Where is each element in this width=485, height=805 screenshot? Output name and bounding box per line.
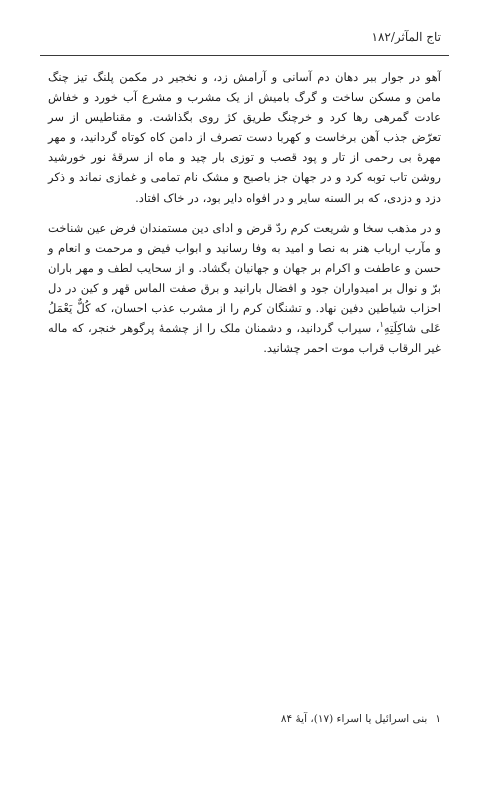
footnote-number: ۱ [435, 713, 441, 725]
main-text [48, 67, 441, 358]
paragraph-2-end: ، سیراب گردانید، و دشمنان ملک را از چشمهٔ پرگوهر خنجر، که ماله غیر الرقاب قراب موت احمر چشانید. [48, 321, 441, 356]
paragraph-2-text: و در مذهب سخا و شریعت کرم ردّ قرض و ادای دین مستمندان فرض عین شناخت و مآرب ارباب هنر به نصا و امید به وفا رسانید و ابواب فیض و مرحمت و انعام و حسن و عاطفت و اکرام بر جهان و جهانیان بگشاد. و از سحایب لطف و مهر باران برّ و نوال بر امیدواران جود و افضال بارانید و برق صفت الماس قهر و کین در دل احزاب شیاطین دفین نهاد. و تشنگان کرم را از مشرب عذب احسان، که کُلٌّ یَعْمَلُ عَلی شاکِلَتِهِ [48, 220, 441, 336]
footnote [200, 713, 441, 725]
footnote-marker: ۱ [379, 320, 384, 330]
running-header: تاج المآثر/۱۸۲ [371, 30, 441, 44]
paragraph-1: آهو در جوار ببر دهان دم آسانی و آرامش زد، و نخجیر در مکمن پلنگ تیز چنگ مامن و مسکن ساخت و گرگ بامیش از یک مشرب و مشرع آب خورد و خفاش عادت گمرهی رها کرد و خرچنگ طریق کژ روی بگذاشت. و مقناطیس از سر تعرّض جذب آهن برخاست و کهربا دست تصرف از دامن کاه کوتاه گردانید، و مهر مهرهٔ بی رحمی از تار و پود قصب و توزی بار چید و ماه از سرقهٔ نور خورشید روشن تاب توبه کرد و در جهان جز باصبح و مشک نام تمامی و غمازی نماند و ذکر دزد و دزدی، که بر السنه سایر و در افواه دایر بود، در خاک افتاد. [48, 70, 441, 205]
paragraph-2 [48, 218, 441, 359]
header-rule [40, 55, 449, 56]
footnote-text: بنی اسرائیل یا اسراء (۱۷)، آیهٔ ۸۴ [280, 713, 428, 725]
